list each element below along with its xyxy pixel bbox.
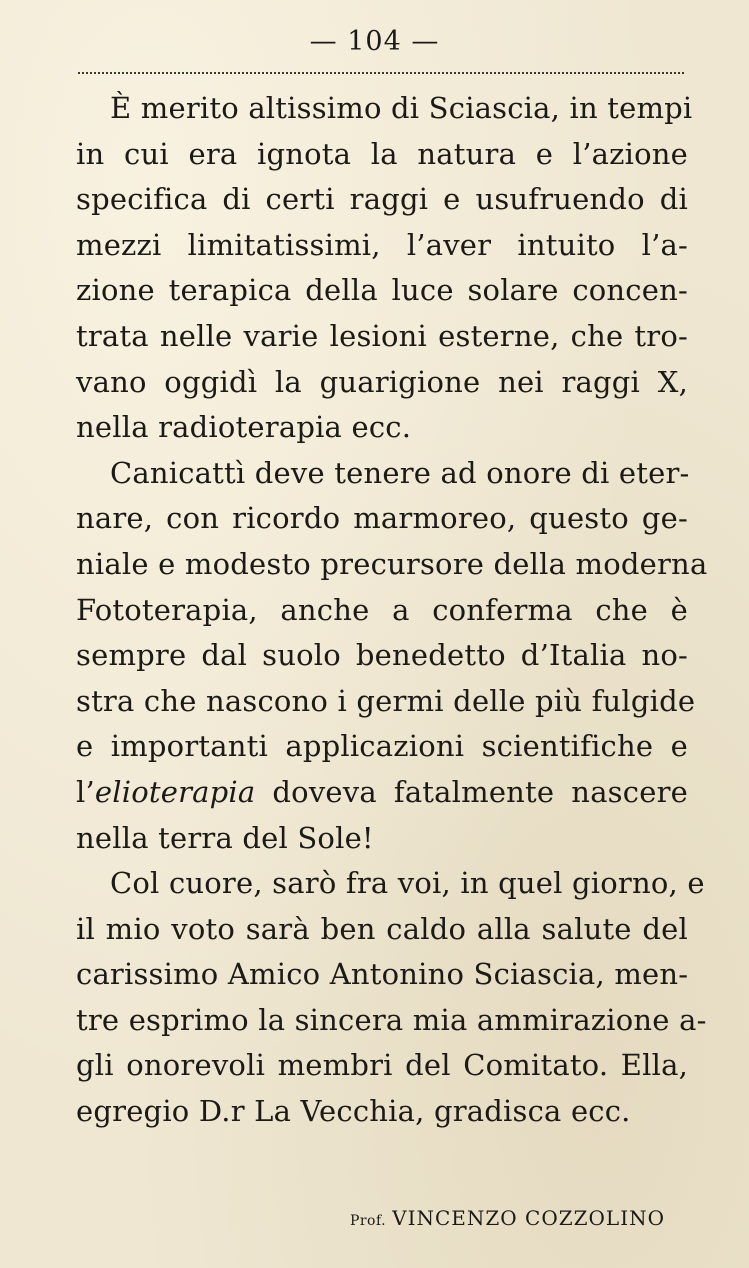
text-fragment: doveva fatalmente nascere	[255, 774, 688, 809]
text-line: stra che nascono i germi delle più fulgide	[76, 683, 696, 718]
signature	[350, 1206, 665, 1230]
text-line: gli onorevoli membri del Comitato. Ella,	[76, 1048, 688, 1083]
text-line: tre esprimo la sincera mia ammirazione a-	[76, 1002, 707, 1037]
paragraph-1	[76, 86, 693, 451]
text-line: nella radioterapia ecc.	[76, 410, 412, 445]
text-fragment: l’	[76, 774, 95, 809]
text-line: È merito altissimo di Sciascia, in tempi	[110, 91, 693, 125]
text-line: Canicattì deve tenere ad onore di eter-	[110, 455, 690, 490]
body-text	[76, 86, 708, 1135]
text-line: Col cuore, sarò fra voi, in quel giorno, e	[110, 866, 705, 901]
text-line: mezzi limitatissimi, l’aver intuito l’a-	[76, 227, 688, 262]
text-line: niale e modesto precursore della moderna	[76, 546, 708, 581]
dotted-rule	[78, 72, 684, 74]
text-line: sempre dal suolo benedetto d’Italia no-	[76, 638, 688, 673]
text-line: zione terapica della luce solare concen-	[76, 273, 688, 308]
text-line: trata nelle varie lesioni esterne, che tro-	[76, 318, 688, 353]
text-line-italic	[76, 770, 688, 816]
signature-name: VINCENZO COZZOLINO	[392, 1206, 665, 1230]
text-line: nare, con ricordo marmoreo, questo ge-	[76, 501, 688, 536]
text-line: carissimo Amico Antonino Sciascia, men-	[76, 957, 689, 992]
signature-title: Prof.	[349, 1213, 387, 1229]
italic-term: elioterapia	[94, 774, 256, 809]
text-line: egregio D.r La Vecchia, gradisca ecc.	[76, 1094, 631, 1129]
text-line: e importanti applicazioni scientifiche e	[76, 729, 688, 764]
text-line: specifica di certi raggi e usufruendo di	[76, 182, 688, 217]
paragraph-3	[76, 861, 707, 1135]
text-line: il mio voto sarà ben caldo alla salute del	[76, 911, 688, 946]
text-line: in cui era ignota la natura e l’azione	[76, 136, 688, 171]
text-line: Fototerapia, anche a conferma che è	[76, 592, 688, 627]
text-line: nella terra del Sole!	[76, 820, 374, 855]
text-line: vano oggidì la guarigione nei raggi X,	[76, 364, 688, 399]
paragraph-2	[76, 451, 708, 861]
page-number: — 104 —	[309, 26, 440, 57]
